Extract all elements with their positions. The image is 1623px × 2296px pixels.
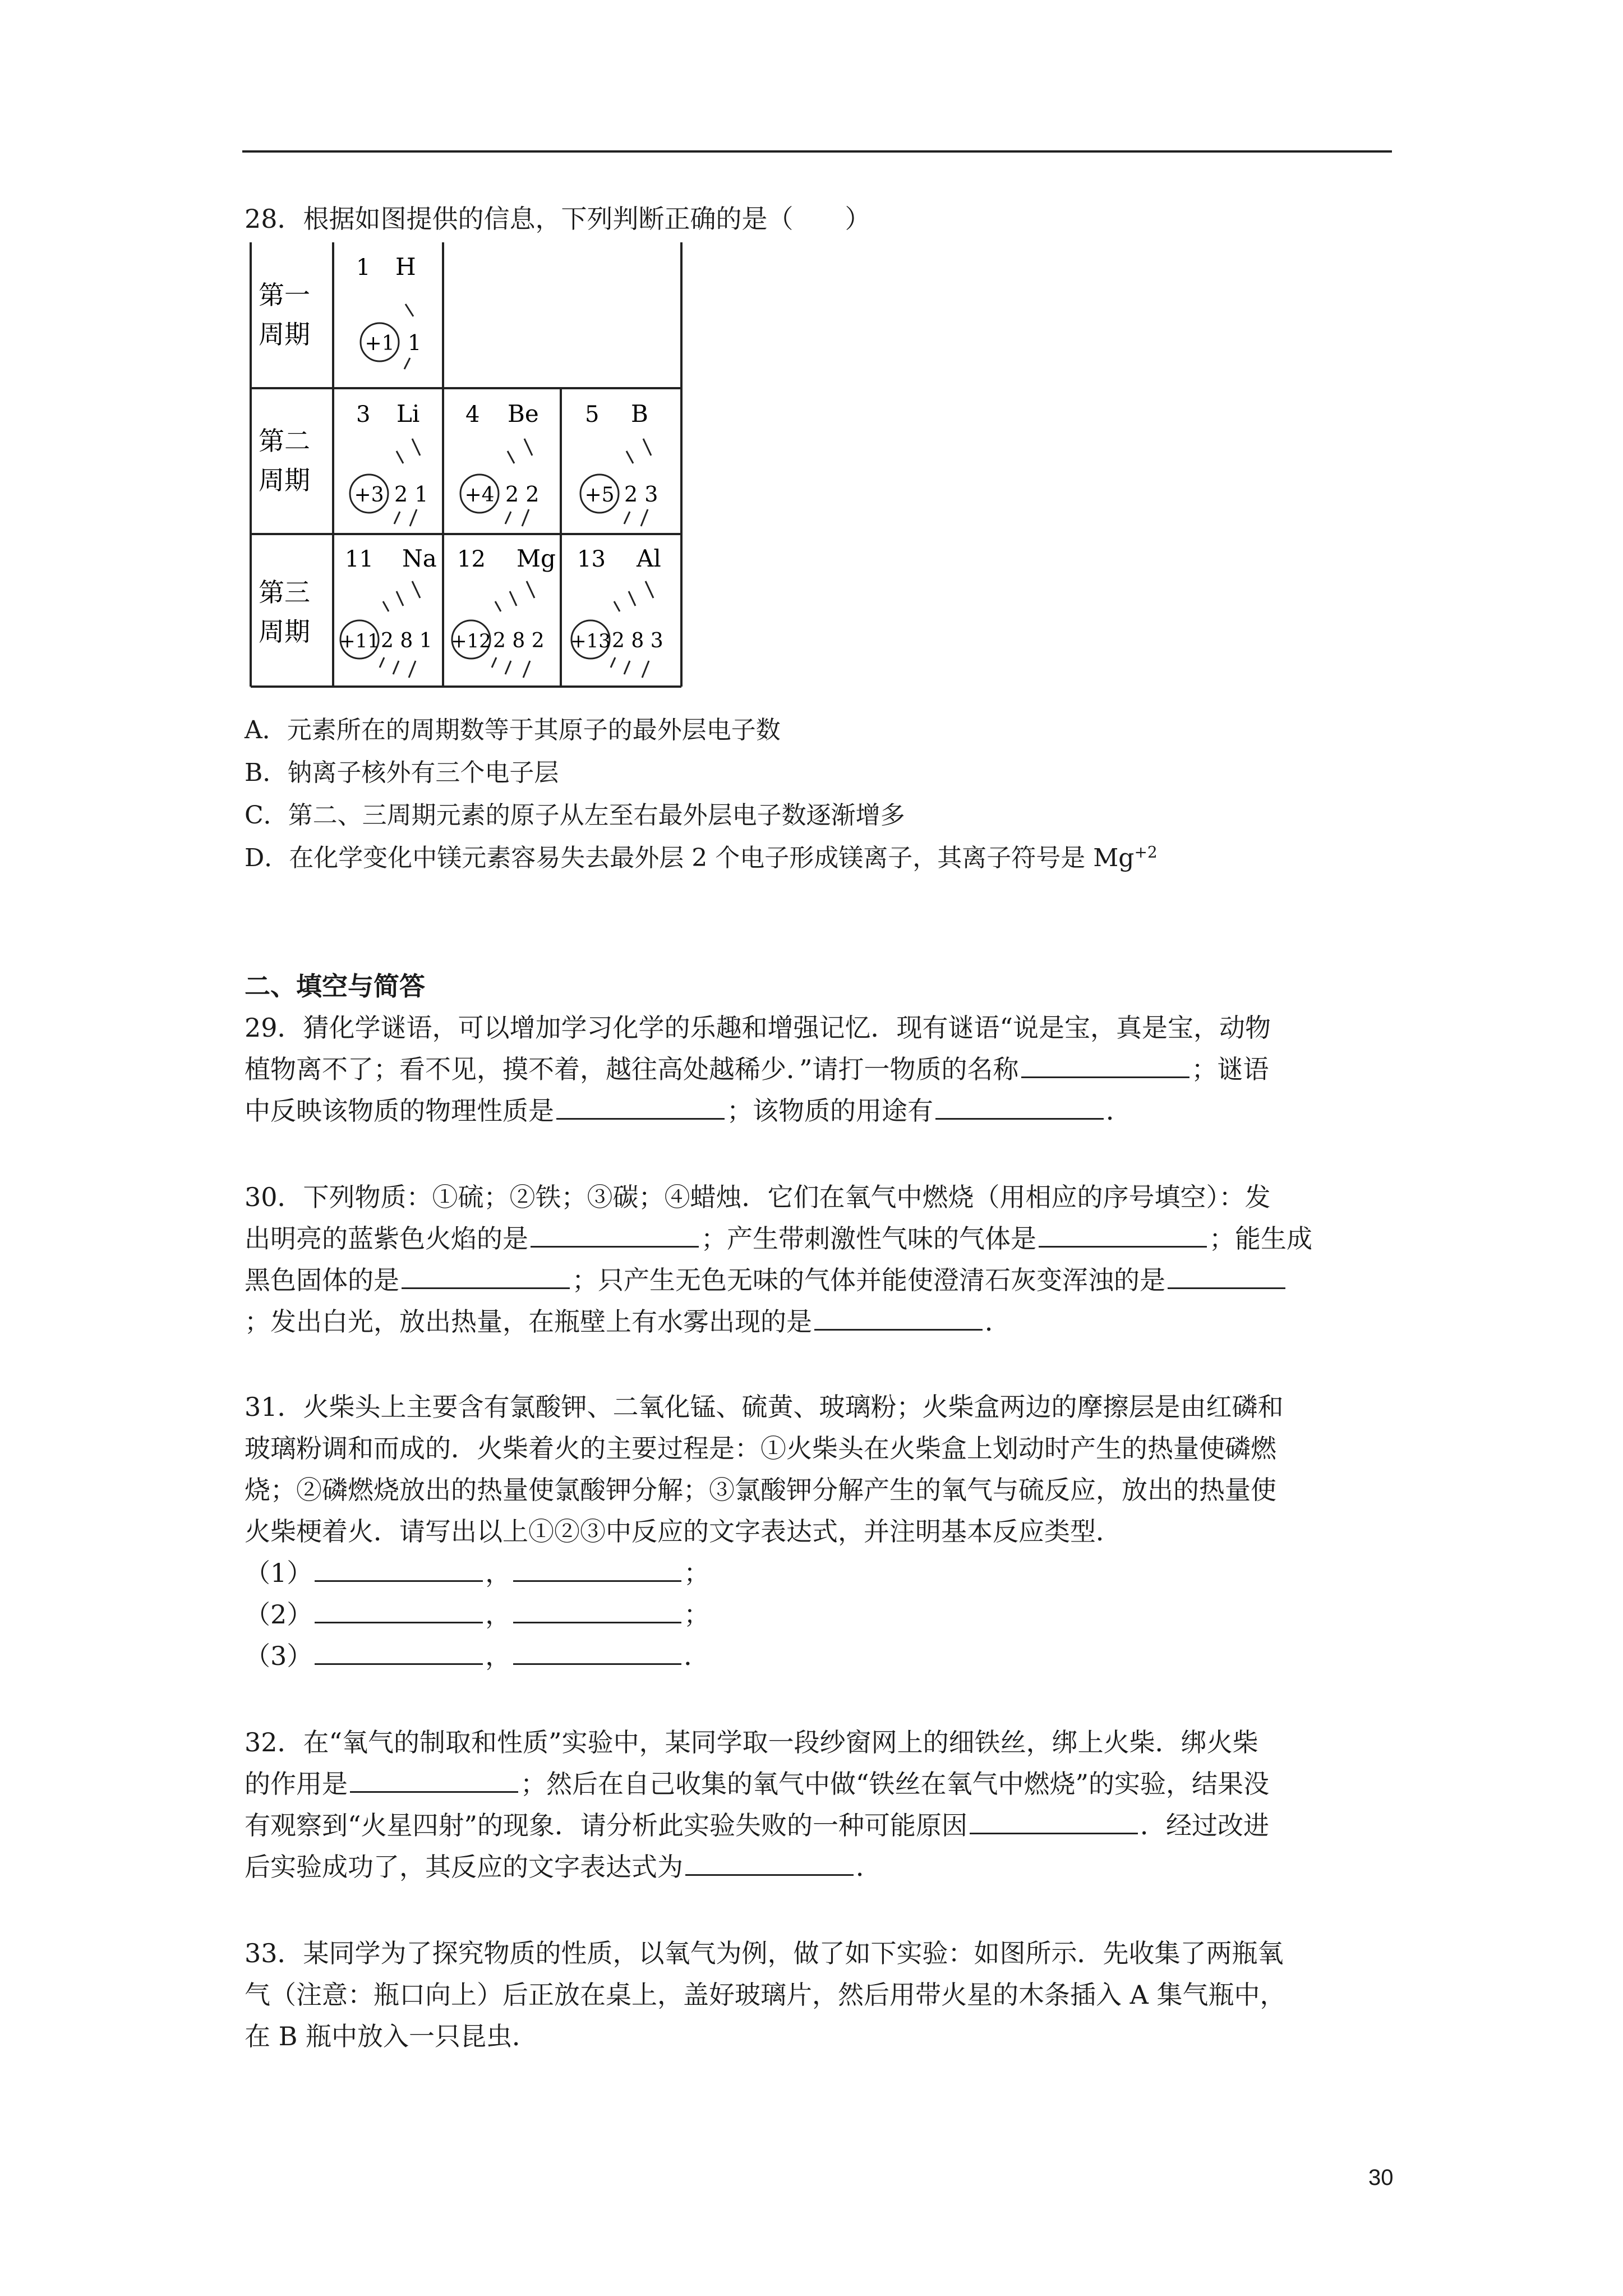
answer-blank[interactable] (513, 1641, 681, 1665)
q31-line-4: 火柴梗着火．请写出以上①②③中反应的文字表达式，并注明基本反应类型． (245, 1516, 1122, 1547)
answer-blank[interactable] (315, 1641, 483, 1665)
q31-answer-row-2 (245, 1598, 709, 1631)
answer-blank[interactable] (315, 1558, 483, 1582)
period-2-label-b: 周期 (259, 465, 310, 495)
q28-stem: 28．根据如图提供的信息，下列判断正确的是（ ） (245, 204, 871, 234)
q29-line-2 (245, 1052, 1269, 1086)
answer-blank[interactable] (350, 1769, 518, 1793)
text: 后实验成功了，其反应的文字表达式为 (245, 1852, 683, 1882)
electron-shells: 1 (408, 330, 422, 355)
row-number: （3） (245, 1641, 313, 1671)
element-cell-na (339, 545, 437, 678)
comma: ， (485, 1641, 511, 1671)
q29-line-1: 29．猜化学谜语，可以增加学习化学的乐趣和增强记忆．现有谜语“说是宝，真是宝，动物 (245, 1013, 1271, 1043)
element-number: 3 (356, 402, 371, 427)
page-number: 30 (1368, 2165, 1394, 2190)
answer-blank[interactable] (531, 1223, 699, 1248)
text: ；该物质的用途有 (727, 1096, 933, 1126)
element-number: 1 (356, 255, 371, 280)
element-number: 12 (457, 546, 486, 572)
period-3-label-b: 周期 (259, 616, 310, 647)
periodic-table-figure (250, 242, 687, 691)
q28-option-d (245, 841, 1158, 875)
element-number: 5 (585, 402, 600, 427)
element-cell-al (570, 545, 663, 678)
comma: ， (485, 1558, 511, 1588)
section-title: 二、填空与简答 (245, 971, 425, 1001)
element-symbol: B (631, 400, 648, 427)
answer-blank[interactable] (556, 1096, 725, 1120)
q29-line-3 (245, 1094, 1132, 1128)
row-number: （2） (245, 1599, 313, 1630)
nucleus-charge: +5 (584, 484, 615, 507)
text: ；只产生无色无味的气体并能使澄清石灰变浑浊的是 (572, 1265, 1165, 1295)
electron-shells: 2 1 (394, 482, 428, 507)
electron-shells: 2 8 3 (612, 629, 663, 652)
text: 植物离不了；看不见，摸不着，越往高处越稀少．”请打一物质的名称 (245, 1054, 1019, 1084)
text: 中反映该物质的物理性质是 (245, 1096, 554, 1126)
element-cell-b (580, 400, 658, 526)
element-cell-h (356, 253, 421, 369)
answer-blank[interactable] (970, 1810, 1138, 1834)
answer-blank[interactable] (315, 1599, 483, 1623)
answer-blank[interactable] (402, 1265, 570, 1289)
nucleus-charge: +4 (464, 484, 495, 507)
answer-blank[interactable] (814, 1306, 983, 1331)
answer-blank[interactable] (1039, 1223, 1207, 1248)
period-1-label-b: 周期 (259, 319, 310, 349)
q33-line-2: 气（注意：瓶口向上）后正放在桌上，盖好玻璃片，然后用带火星的木条插入 A 集气瓶中， (245, 1980, 1286, 2010)
answer-blank[interactable] (935, 1096, 1104, 1120)
element-number: 11 (345, 546, 374, 572)
element-cell-be (460, 400, 539, 526)
comma: ， (485, 1599, 511, 1630)
text: ． (1106, 1096, 1132, 1126)
q28-option-c: C．第二、三周期元素的原子从左至右最外层电子数逐渐增多 (245, 801, 905, 830)
q30-line-2 (245, 1222, 1312, 1255)
q32-line-4 (245, 1850, 882, 1884)
element-symbol: Al (637, 545, 661, 572)
answer-blank[interactable] (1168, 1265, 1285, 1289)
q31-line-3: 烧；②磷燃烧放出的热量使氯酸钾分解；③氯酸钾分解产生的氧气与硫反应，放出的热量使 (245, 1475, 1276, 1505)
q32-line-1: 32．在“氧气的制取和性质”实验中，某同学取一段纱窗网上的细铁丝，绑上火柴．绑火柴 (245, 1727, 1258, 1757)
q28-option-b: B．钠离子核外有三个电子层 (245, 758, 559, 787)
q33-line-3: 在 B 瓶中放入一只昆虫． (245, 2021, 538, 2051)
q28-option-a: A．元素所在的周期数等于其原子的最外层电子数 (245, 716, 781, 744)
option-d-text: D．在化学变化中镁元素容易失去最外层 2 个电子形成镁离子，其离子符号是 Mg (245, 844, 1135, 872)
q30-line-3 (245, 1263, 1288, 1297)
q31-line-2: 玻璃粉调和而成的．火柴着火的主要过程是：①火柴头在火柴盒上划动时产生的热量使磷燃 (245, 1433, 1276, 1464)
element-cell-mg (451, 545, 556, 678)
text: ．经过改进 (1140, 1810, 1270, 1841)
answer-blank[interactable] (1021, 1054, 1189, 1078)
text: 出明亮的蓝紫色火焰的是 (245, 1223, 528, 1254)
q31-answer-row-3 (245, 1639, 709, 1673)
electron-shells: 2 8 1 (381, 629, 432, 652)
semicolon: ； (684, 1599, 710, 1630)
element-symbol: Na (402, 545, 437, 572)
element-symbol: Be (508, 400, 539, 427)
element-number: 4 (465, 402, 480, 427)
nucleus-charge: +13 (570, 630, 611, 652)
element-symbol: Li (396, 400, 420, 427)
ion-charge-superscript: +2 (1134, 843, 1158, 862)
nucleus-charge: +3 (354, 484, 384, 507)
answer-blank[interactable] (513, 1558, 681, 1582)
text: ；谜语 (1191, 1054, 1269, 1084)
period-1-label-a: 第一 (259, 280, 310, 310)
nucleus-charge: +1 (365, 332, 395, 355)
element-symbol: Mg (517, 545, 556, 572)
q30-line-1: 30．下列物质：①硫；②铁；③碳；④蜡烛．它们在氧气中燃烧（用相应的序号填空）：发 (245, 1182, 1271, 1212)
element-number: 13 (577, 546, 606, 572)
period-3-label-a: 第三 (259, 577, 310, 608)
q31-answer-row-1 (245, 1556, 709, 1590)
text: ；发出白光，放出热量，在瓶壁上有水雾出现的是 (245, 1306, 812, 1337)
answer-blank[interactable] (685, 1852, 854, 1876)
element-symbol: H (395, 253, 416, 280)
text: 的作用是 (245, 1769, 348, 1799)
text: ． (856, 1852, 882, 1882)
semicolon: ； (684, 1558, 710, 1588)
q33-line-1: 33．某同学为了探究物质的性质，以氧气为例，做了如下实验：如图所示．先收集了两瓶氧 (245, 1938, 1284, 1968)
period: ． (684, 1641, 710, 1671)
electron-shells: 2 3 (624, 482, 658, 507)
text: ． (985, 1306, 1011, 1337)
header-rule (242, 150, 1392, 153)
period-2-label-a: 第二 (259, 426, 310, 456)
q32-line-3 (245, 1809, 1269, 1842)
text: 有观察到“火星四射”的现象．请分析此实验失败的一种可能原因 (245, 1810, 968, 1841)
text: ；能生成 (1209, 1223, 1312, 1254)
element-cell-li (350, 400, 428, 526)
q31-line-1: 31．火柴头上主要含有氯酸钾、二氧化锰、硫黄、玻璃粉；火柴盒两边的摩擦层是由红磷和 (245, 1392, 1284, 1422)
row-number: （1） (245, 1558, 313, 1588)
text: 黑色固体的是 (245, 1265, 399, 1295)
text: ；产生带刺激性气味的气体是 (701, 1223, 1036, 1254)
nucleus-charge: +11 (339, 630, 380, 652)
nucleus-charge: +12 (451, 630, 491, 652)
electron-shells: 2 2 (505, 482, 540, 507)
text: ；然后在自己收集的氧气中做“铁丝在氧气中燃烧”的实验，结果没 (520, 1769, 1270, 1799)
q30-line-4 (245, 1305, 1011, 1338)
answer-blank[interactable] (513, 1599, 681, 1623)
q32-line-2 (245, 1767, 1269, 1801)
electron-shells: 2 8 2 (493, 629, 545, 652)
